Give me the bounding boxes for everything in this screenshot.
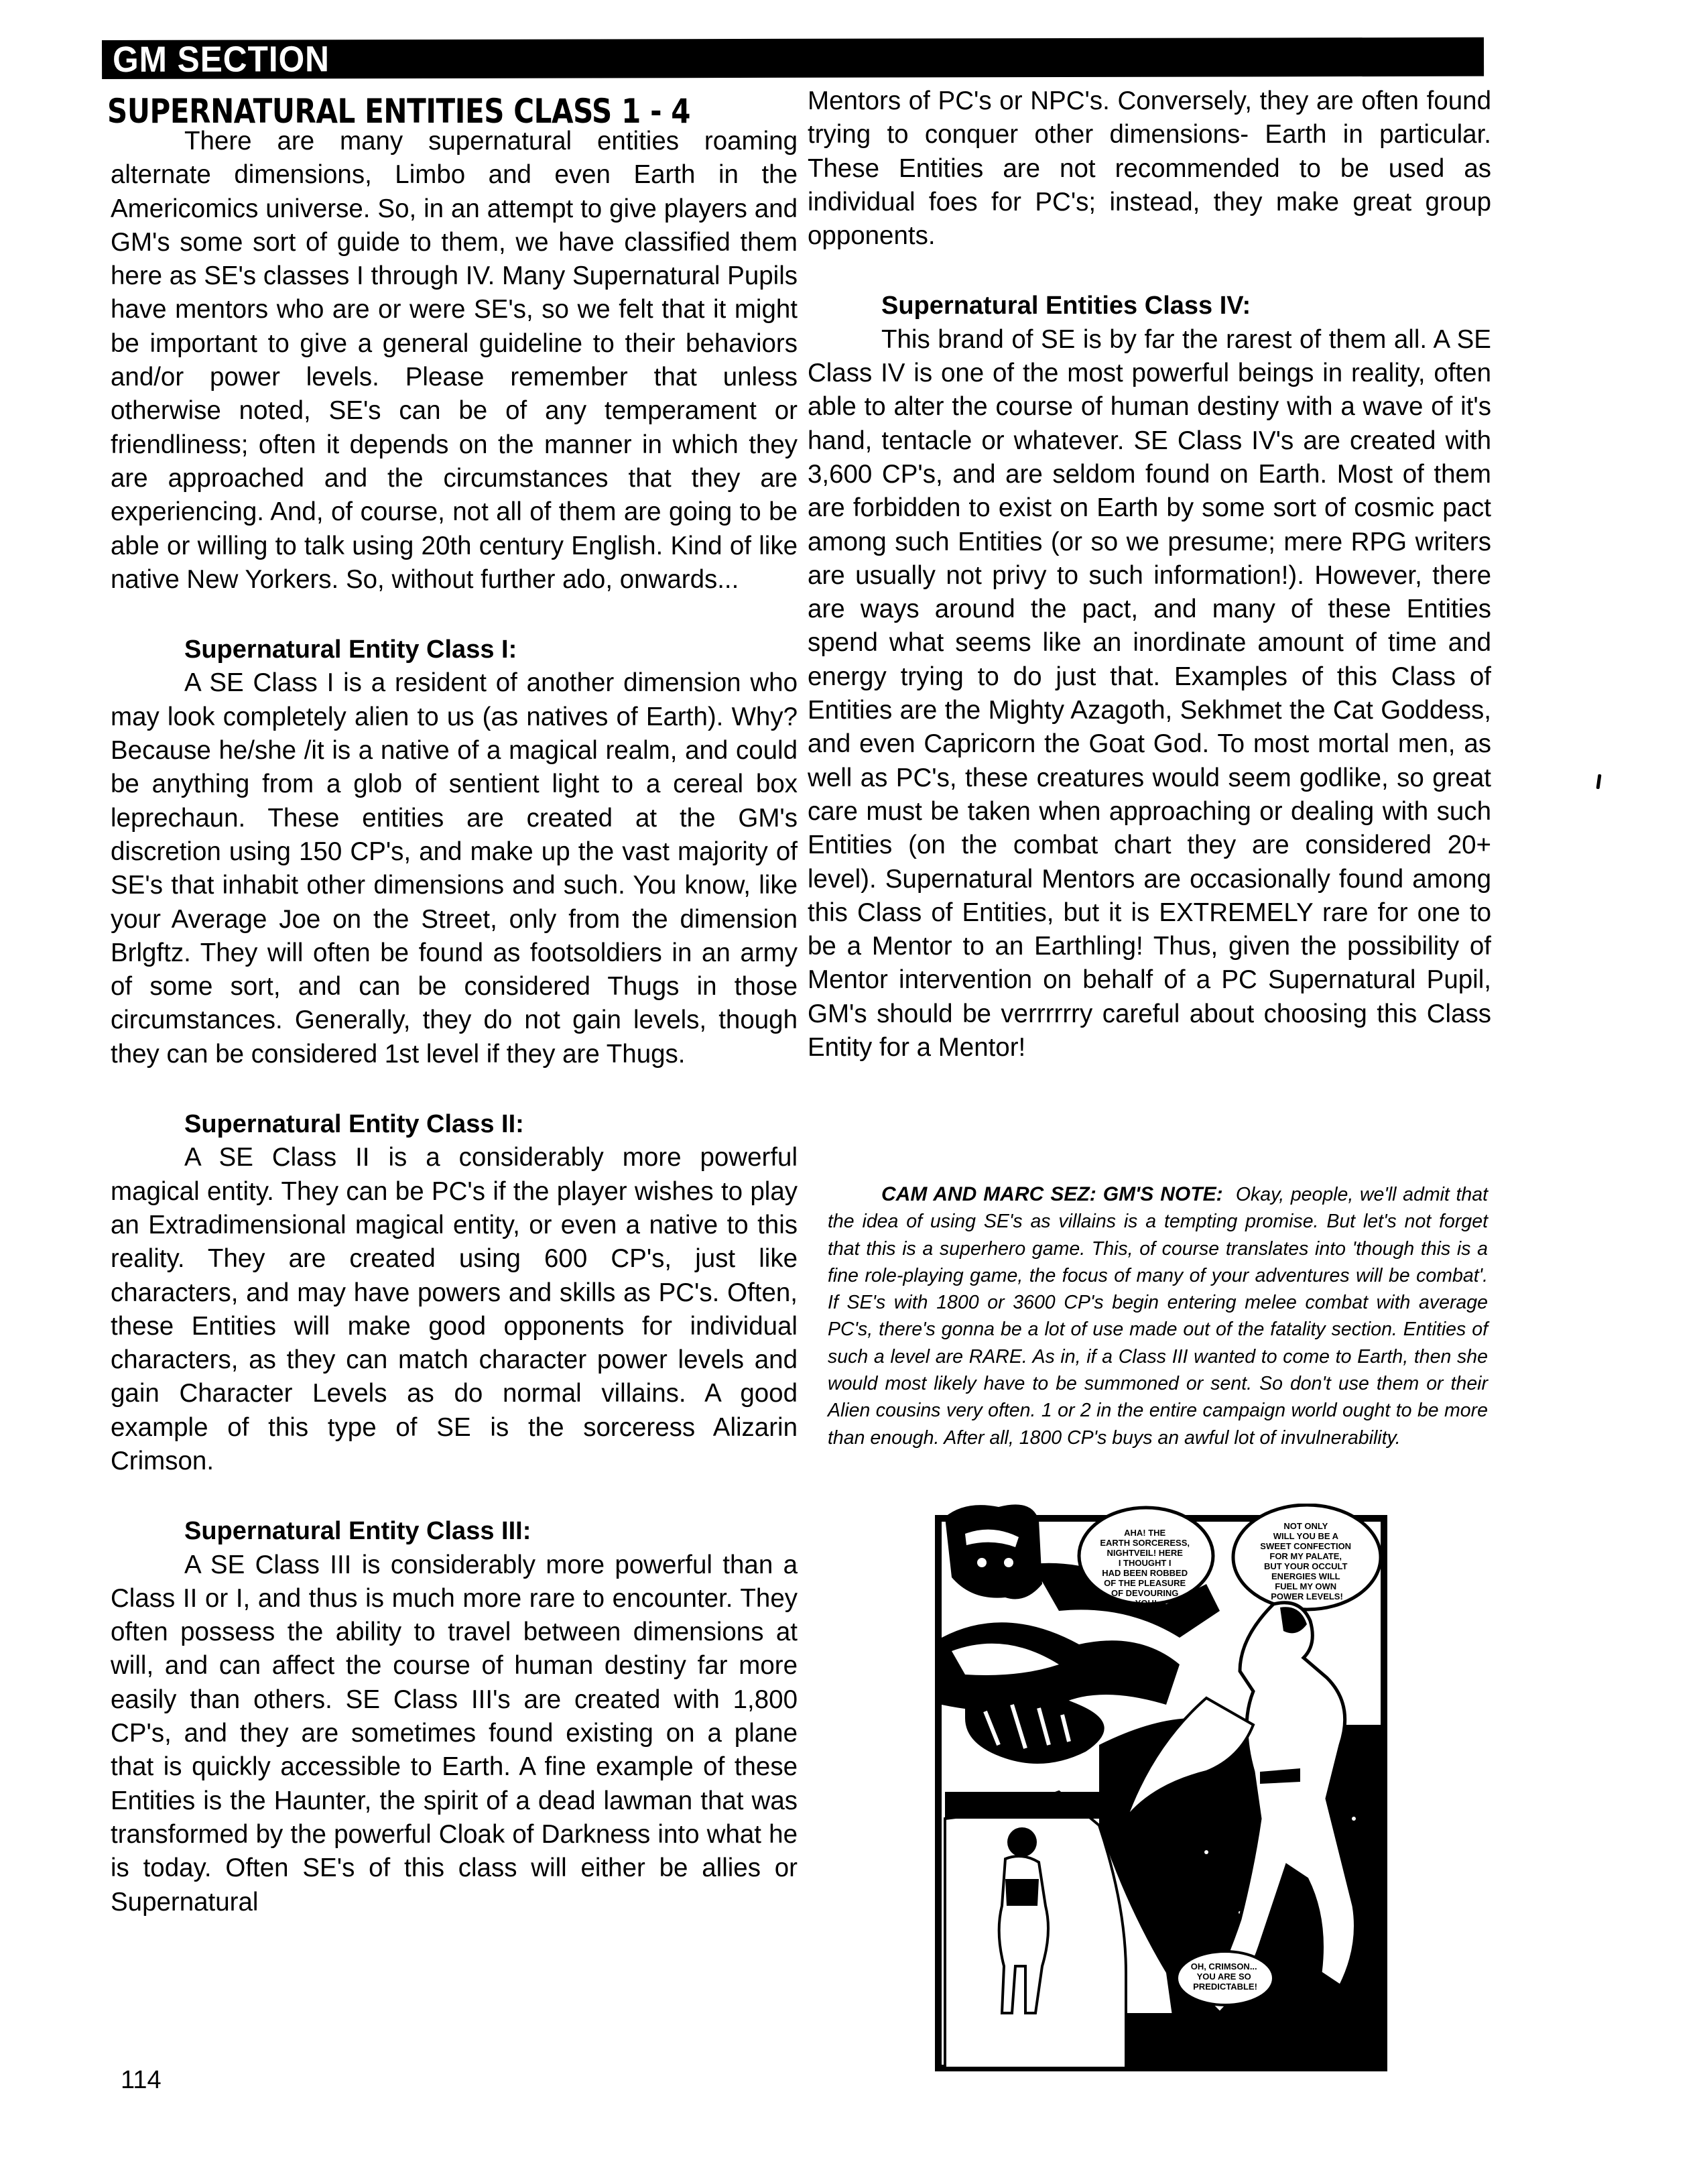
heading-class-2: Supernatural Entity Class II:	[184, 1110, 524, 1139]
comic-illustration	[925, 1504, 1394, 2073]
right-column	[808, 84, 1491, 1065]
section-header-bar	[102, 38, 1484, 79]
heading-class-4: Supernatural Entities Class IV:	[881, 292, 1251, 320]
article-title: SUPERNATURAL ENTITIES CLASS 1 - 4	[107, 92, 691, 131]
section-label: GM SECTION	[112, 39, 330, 80]
body-class-3: A SE Class III is considerably more powerful than a Class II or I, and thus is much more rare to encounter. They often possess the ability to travel between dimensions at will, and can affect the course of human destiny far more easily than others. SE Class III's are created with 1,800 CP's, and they are sometimes found existing on a plane that is quickly accessible to Earth. A fine example of these Entities is the Haunter, the spirit of a dead lawman that was transformed by the powerful Cloak of Darkness into what he is today. Often SE's of this class will either be allies or Supernatural	[111, 1550, 798, 1917]
intro-paragraph: There are many supernatural entities roaming alternate dimensions, Limbo and even Earth in the Americomics universe. So, in an attempt to give players and GM's some sort of guide to them, we have classified them here as SE's classes I through IV. Many Supernatural Pupils have mentors who are or were SE's, so we felt that it might be important to give a general guideline to their behaviors and/or power levels. Please remember that unless otherwise noted, SE's can be of any temperament or friendliness; often it depends on the manner in which they are approached and the circumstances that they are experiencing. And, of course, not all of them are going to be able or willing to talk using 20th century English. Kind of like native New Yorkers. So, without further ado, onwards...	[111, 127, 798, 594]
speech-bubble-2: NOT ONLY WILL YOU BE A SWEET CONFECTION FOR MY PALATE, BUT YOUR OCCULT ENERGIES WILL FUEL MY OWN POWER LEVELS!	[1260, 1521, 1352, 1601]
body-class-1: A SE Class I is a resident of another dimension who may look completely alien to us (as natives of Earth). Why? Because he/she /it is a native of a magical realm, and could be anything from a glob of sentient light to a cereal box leprechaun. These entities are created at the GM's discretion using 150 CP's, and make up the vast majority of SE's that inhabit other dimensions and such. You know, like your Average Joe on the Street, only from the dimension Brlgftz. They will often be found as footsoldiers in an army of some sort, and can be considered Thugs in those circumstances. Generally, they do not gain levels, though they can be considered 1st level if they are Thugs.	[111, 668, 798, 1069]
speech-bubble-3: OH, CRIMSON... YOU ARE SO PREDICTABLE!	[1190, 1961, 1257, 1992]
body-class-4: This brand of SE is by far the rarest of them all. A SE Class IV is one of the most powerful beings in reality, often able to alter the course of human destiny with a wave of it's hand, tentacle or whatever. SE Class IV's are created with 3,600 CP's, and are seldom found on Earth. Most of them are forbidden to exist on Earth by some sort of cosmic pact among such Entities (or so we presume; mere RPG writers are usually not privy to such information!). However, there are ways around the pact, and many of these Entities spend what seems like an inordinate amount of time and energy trying to do just that. Examples of this Class of Entities are the Mighty Azagoth, Sekhmet the Cat Goddess, and even Capricorn the Goat God. To most mortal men, as well as PC's, these creatures would seem godlike, so great care must be taken when approaching or dealing with such Entities (on the combat chart they are considered 20+ level). Supernatural Mentors are occasionally found among this Class of Entities, but it is EXTREMELY rare for one to be a Mentor to an Earthling! Thus, given the possibility of Mentor intervention on behalf of a PC Supernatural Pupil, GM's should be verrrrrry careful about choosing this Class Entity for a Mentor!	[808, 324, 1491, 1063]
heading-class-3: Supernatural Entity Class III:	[184, 1517, 531, 1546]
gm-note-body: Okay, people, we'll admit that the idea of using SE's as villains is a tempting promise. But let's not forget that this is a superhero game. This, of course translates into 'though this is a fine role-playing game, the focus of many of your adventures will be combat'. If SE's with 1800 or 3600 CP's begin entering melee combat with average PC's, there's gonna be a lot of use made out of the fatality section. Entities of such a level are RARE. As in, if a Class III wanted to come to Earth, then she would most likely have to be summoned or sent. So don't use them or their Alien cousins very often. 1 or 2 in the entire campaign world ought to be more than enough. After all, 1800 CP's buys an awful lot of invulnerability.	[828, 1184, 1488, 1449]
heading-class-1: Supernatural Entity Class I:	[184, 635, 517, 664]
page-number: 114	[121, 2066, 162, 2094]
comic-panel-art	[925, 1504, 1394, 2073]
body-class-3-continued: Mentors of PC's or NPC's. Conversely, they are often found trying to conquer other dimensions- Earth in particular. These Entities are not recommended to be used as individual foes for PC's; instead, they make great group opponents.	[808, 86, 1491, 251]
body-class-2: A SE Class II is a considerably more powerful magical entity. They can be PC's if the player wishes to play an Extradimensional magical entity, or even a native to this reality. They are created using 600 CP's, just like characters, and may have powers and skills as PC's. Often, these Entities will make good opponents for individual characters, as they can match character power levels and gain Character Levels as do normal villains. A good example of this type of SE is the sorceress Alizarin Crimson.	[111, 1143, 798, 1475]
gm-note-box	[828, 1181, 1488, 1451]
left-column	[111, 125, 798, 1919]
speech-bubble-1: AHA! THE EARTH SORCERESS, NIGHTVEIL! HERE I THOUGHT I HAD BEEN ROBBED OF THE PLEASURE OF DEVOURING YOU!	[1100, 1528, 1190, 1608]
gm-note-lead: CAM AND MARC SEZ: GM'S NOTE:	[881, 1183, 1223, 1205]
scan-artifact-mark	[1596, 774, 1601, 789]
